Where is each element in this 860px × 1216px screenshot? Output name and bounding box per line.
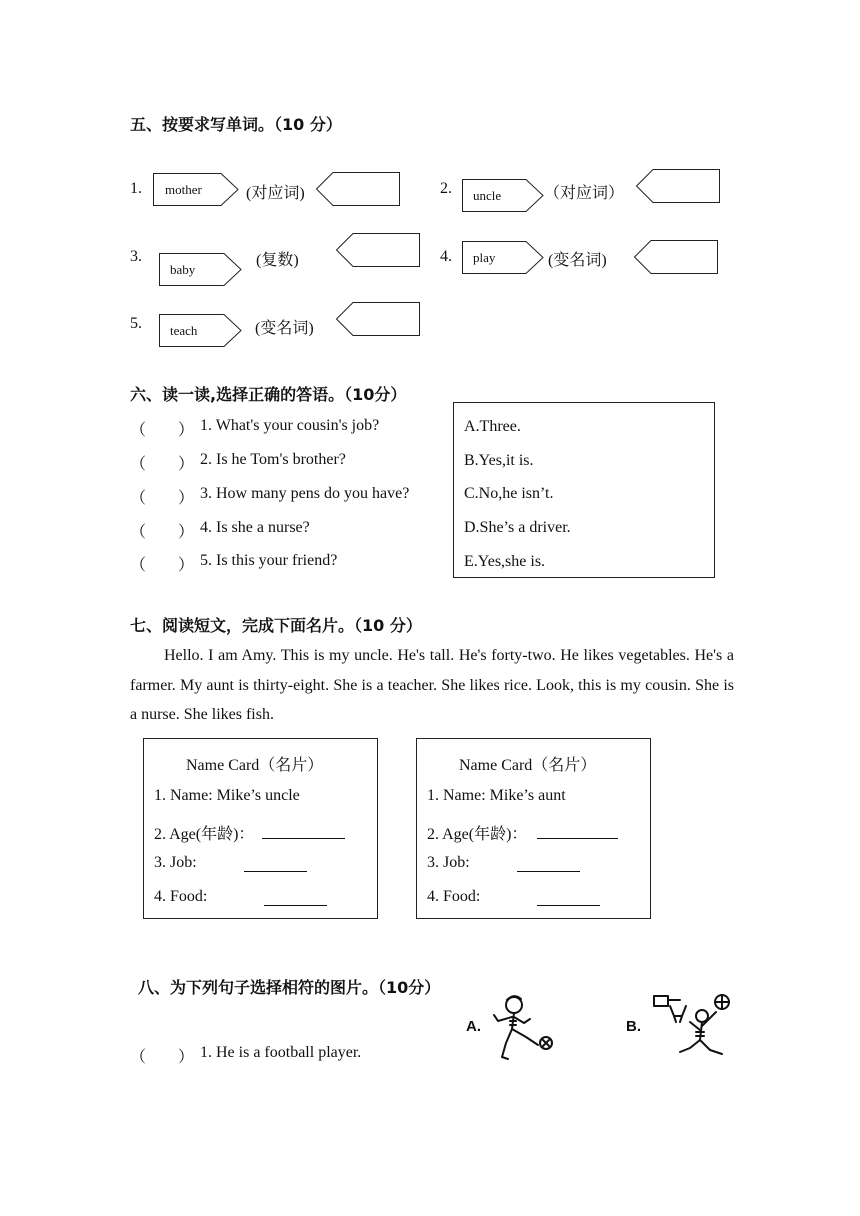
- q4-paren[interactable]: （ ）: [130, 524, 195, 541]
- card2-name: 1. Name: Mike’s aunt: [427, 787, 566, 804]
- q5-text: 5. Is this your friend?: [200, 552, 338, 569]
- item1-hint: (对应词): [246, 185, 305, 202]
- item5-number: 5.: [130, 315, 142, 332]
- answer-box-1[interactable]: [316, 172, 400, 206]
- card2-job-blank[interactable]: [517, 856, 580, 872]
- answer-box-4[interactable]: [634, 240, 718, 274]
- card1-job-blank[interactable]: [244, 856, 307, 872]
- word-box-uncle: [462, 179, 544, 212]
- card1-title: Name Card（名片）: [186, 757, 324, 774]
- picture-a-label: A.: [466, 1018, 481, 1035]
- name-card-uncle: [143, 738, 378, 919]
- section8-title: 八、为下列句子选择相符的图片。（10分）: [138, 978, 441, 997]
- q4-text: 4. Is she a nurse?: [200, 519, 310, 536]
- item4-hint: (变名词): [548, 252, 607, 269]
- answer-a: A.Three.: [464, 418, 521, 435]
- answer-box-5[interactable]: [336, 302, 420, 336]
- football-player-icon[interactable]: [488, 993, 562, 1069]
- picture-b-label: B.: [626, 1018, 641, 1035]
- card2-food-blank[interactable]: [537, 890, 600, 906]
- answer-box-2[interactable]: [636, 169, 720, 203]
- q5-paren[interactable]: （ ）: [130, 557, 195, 574]
- q2-text: 2. Is he Tom's brother?: [200, 451, 346, 468]
- item2-hint: （对应词）: [544, 185, 625, 202]
- q2-paren[interactable]: （ ）: [130, 456, 195, 473]
- card2-age-blank[interactable]: [537, 823, 618, 839]
- card2-age-label: 2. Age(年龄)：: [427, 826, 528, 843]
- name-card-aunt: [416, 738, 651, 919]
- word-play: play: [473, 250, 496, 265]
- item3-hint: (复数): [256, 252, 299, 269]
- card1-age-blank[interactable]: [262, 823, 345, 839]
- item2-number: 2.: [440, 180, 452, 197]
- s8-q1-paren[interactable]: （ ）: [130, 1049, 195, 1066]
- item3-number: 3.: [130, 248, 142, 265]
- answer-d: D.She’s a driver.: [464, 519, 571, 536]
- q3-paren[interactable]: （ ）: [130, 490, 195, 507]
- word-teach: teach: [170, 323, 198, 338]
- word-box-teach: [159, 314, 242, 347]
- card1-food-blank[interactable]: [264, 890, 327, 906]
- answer-e: E.Yes,she is.: [464, 553, 546, 570]
- word-baby: baby: [170, 262, 196, 277]
- answer-box-3[interactable]: [336, 233, 420, 267]
- card1-name: 1. Name: Mike’s uncle: [154, 787, 300, 804]
- s8-q1-text: 1. He is a football player.: [200, 1044, 362, 1061]
- word-box-baby: [159, 253, 242, 286]
- item5-hint: (变名词): [255, 320, 314, 337]
- section5-title: 五、按要求写单词。（10 分）: [130, 115, 342, 134]
- answer-b: B.Yes,it is.: [464, 452, 534, 469]
- card1-age-label: 2. Age(年龄)：: [154, 826, 255, 843]
- item4-number: 4.: [440, 248, 452, 265]
- section7-title: 七、阅读短文，完成下面名片。（10 分）: [130, 616, 422, 635]
- word-mother: mother: [165, 182, 202, 197]
- basketball-player-icon[interactable]: [650, 990, 732, 1068]
- section6-title: 六、读一读,选择正确的答语。（10分）: [130, 385, 407, 404]
- card2-title: Name Card（名片）: [459, 757, 597, 774]
- q3-text: 3. How many pens do you have?: [200, 485, 410, 502]
- q1-text: 1. What's your cousin's job?: [200, 417, 380, 434]
- word-box-play: [462, 241, 544, 274]
- card2-job-label: 3. Job:: [427, 854, 470, 871]
- item1-number: 1.: [130, 180, 142, 197]
- answer-options-box: [453, 402, 715, 578]
- answer-c: C.No,he isn’t.: [464, 485, 554, 502]
- reading-passage: Hello. I am Amy. This is my uncle. He's tall. He's forty-two. He likes vegetables. He's a farmer. My aunt is thirty-eight. She is a teacher. She likes rice. Look, this is my cousin. She is a nurse. She likes fish.: [130, 647, 734, 723]
- card2-food-label: 4. Food:: [427, 888, 481, 905]
- card1-food-label: 4. Food:: [154, 888, 208, 905]
- card1-job-label: 3. Job:: [154, 854, 197, 871]
- q1-paren[interactable]: （ ）: [130, 422, 195, 439]
- word-box-mother: [153, 173, 239, 206]
- word-uncle: uncle: [473, 188, 502, 203]
